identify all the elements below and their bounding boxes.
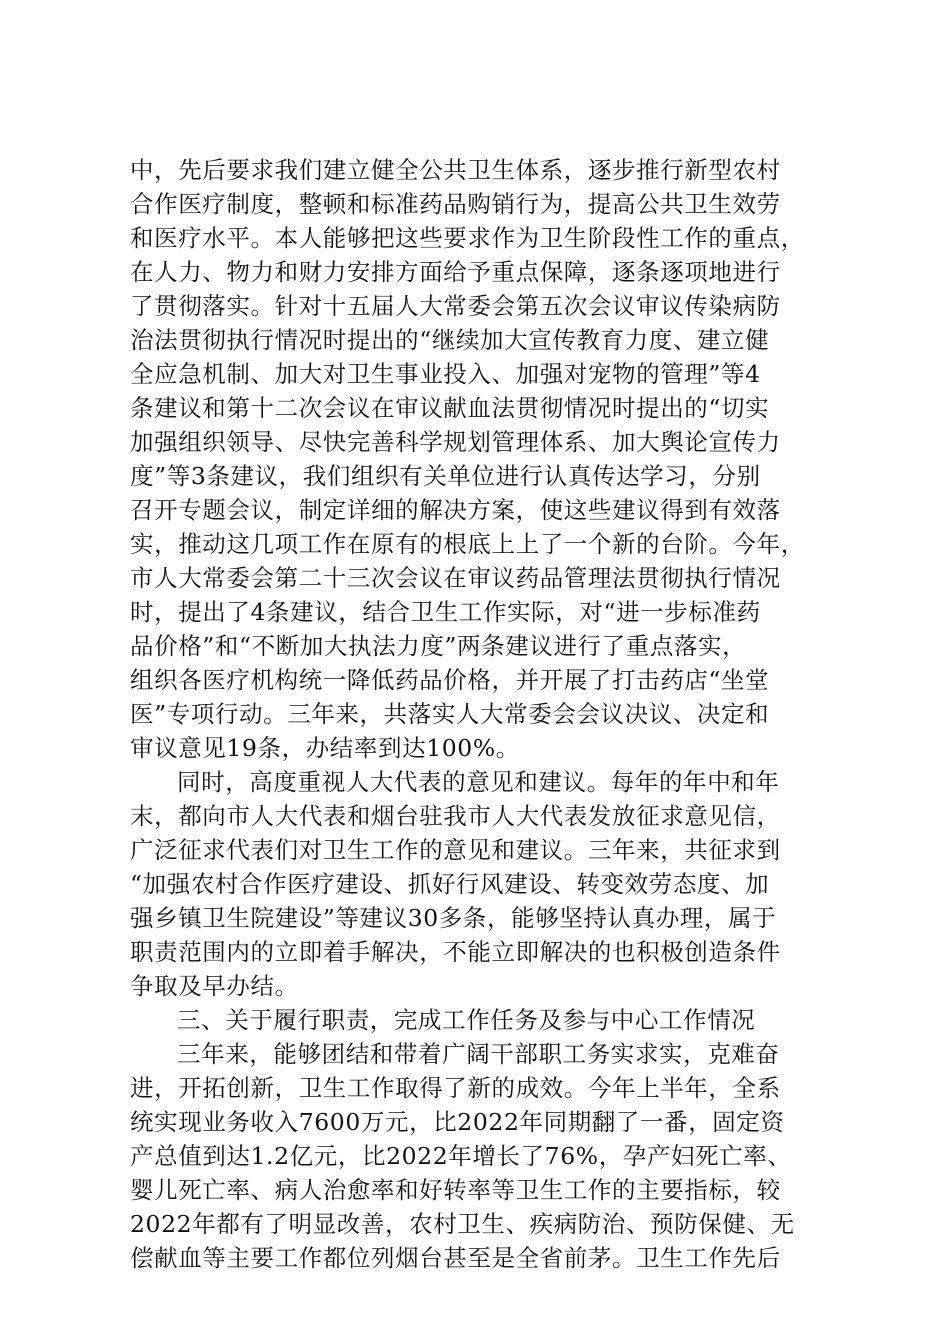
paragraph-start-line: 同时，高度重视人大代表的意见和建议。每年的年中和年 [177, 768, 780, 796]
text-line: 度”等3条建议，我们组织有关单位进行认真传达学习，分别 [130, 462, 761, 490]
text-line: 全应急机制、加大对卫生事业投入、加强对宠物的管理”等4 [130, 360, 761, 388]
text-line: 市人大常委会第二十三次会议在审议药品管理法贯彻执行情况 [130, 564, 781, 592]
text-line: 职责范围内的立即着手解决，不能立即解决的也积极创造条件 [130, 938, 781, 966]
text-line: 统实现业务收入7600万元，比2022年同期翻了一番，固定资 [130, 1108, 785, 1136]
text-line: 偿献血等主要工作都位列烟台甚至是全省前茅。卫生工作先后 [130, 1244, 781, 1272]
text-line: 组织各医疗机构统一降低药品价格，并开展了打击药店“坐堂 [130, 666, 770, 694]
text-line: 强乡镇卫生院建设”等建议30多条，能够坚持认真办理，属于 [130, 904, 777, 932]
text-line: 品价格”和“不断加大执法力度”两条建议进行了重点落实， [130, 632, 747, 660]
text-line: 治法贯彻执行情况时提出的“继续加大宣传教育力度、建立健 [130, 326, 770, 354]
section-heading: 三、关于履行职责，完成工作任务及参与中心工作情况 [177, 1006, 756, 1034]
text-line: 中，先后要求我们建立健全公共卫生体系，逐步推行新型农村 [130, 156, 781, 184]
text-line: 时，提出了4条建议，结合卫生工作实际，对“进一步标准药 [130, 598, 761, 626]
text-line: 了贯彻落实。针对十五届人大常委会第五次会议审议传染病防 [130, 292, 781, 320]
paragraph-start-line: 三年来，能够团结和带着广阔干部职工务实求实，克难奋 [177, 1040, 780, 1068]
text-line: 实，推动这几项工作在原有的根底上上了一个新的台阶。今年， [130, 530, 805, 558]
text-line: 审议意见19条，办结率到达100%。 [130, 734, 520, 762]
text-line: “加强农村合作医疗建设、抓好行风建设、转变效劳态度、加 [130, 870, 770, 898]
text-line: 末，都向市人大代表和烟台驻我市人大代表发放征求意见信， [130, 802, 781, 830]
text-line: 召开专题会议，制定详细的解决方案，使这些建议得到有效落 [130, 496, 781, 524]
text-line: 产总值到达1.2亿元，比2022年增长了76%，孕产妇死亡率、 [130, 1142, 792, 1170]
text-line: 进，开拓创新，卫生工作取得了新的成效。今年上半年，全系 [130, 1074, 781, 1102]
text-line: 争取及早办结。 [130, 972, 299, 1000]
text-line: 条建议和第十二次会议在审议献血法贯彻情况时提出的“切实 [130, 394, 770, 422]
text-line: 合作医疗制度，整顿和标准药品购销行为，提高公共卫生效劳 [130, 190, 781, 218]
text-line: 医”专项行动。三年来，共落实人大常委会会议决议、决定和 [130, 700, 770, 728]
text-line: 婴儿死亡率、病人治愈率和好转率等卫生工作的主要指标，较 [130, 1176, 781, 1204]
text-line: 和医疗水平。本人能够把这些要求作为卫生阶段性工作的重点， [130, 224, 805, 252]
document-body [130, 153, 830, 1275]
text-line: 在人力、物力和财力安排方面给予重点保障，逐条逐项地进行 [130, 258, 781, 286]
text-line: 广泛征求代表们对卫生工作的意见和建议。三年来，共征求到 [130, 836, 781, 864]
text-line: 2022年都有了明显改善，农村卫生、疾病防治、预防保健、无 [130, 1210, 795, 1238]
text-line: 加强组织领导、尽快完善科学规划管理体系、加大舆论宣传力 [130, 428, 781, 456]
